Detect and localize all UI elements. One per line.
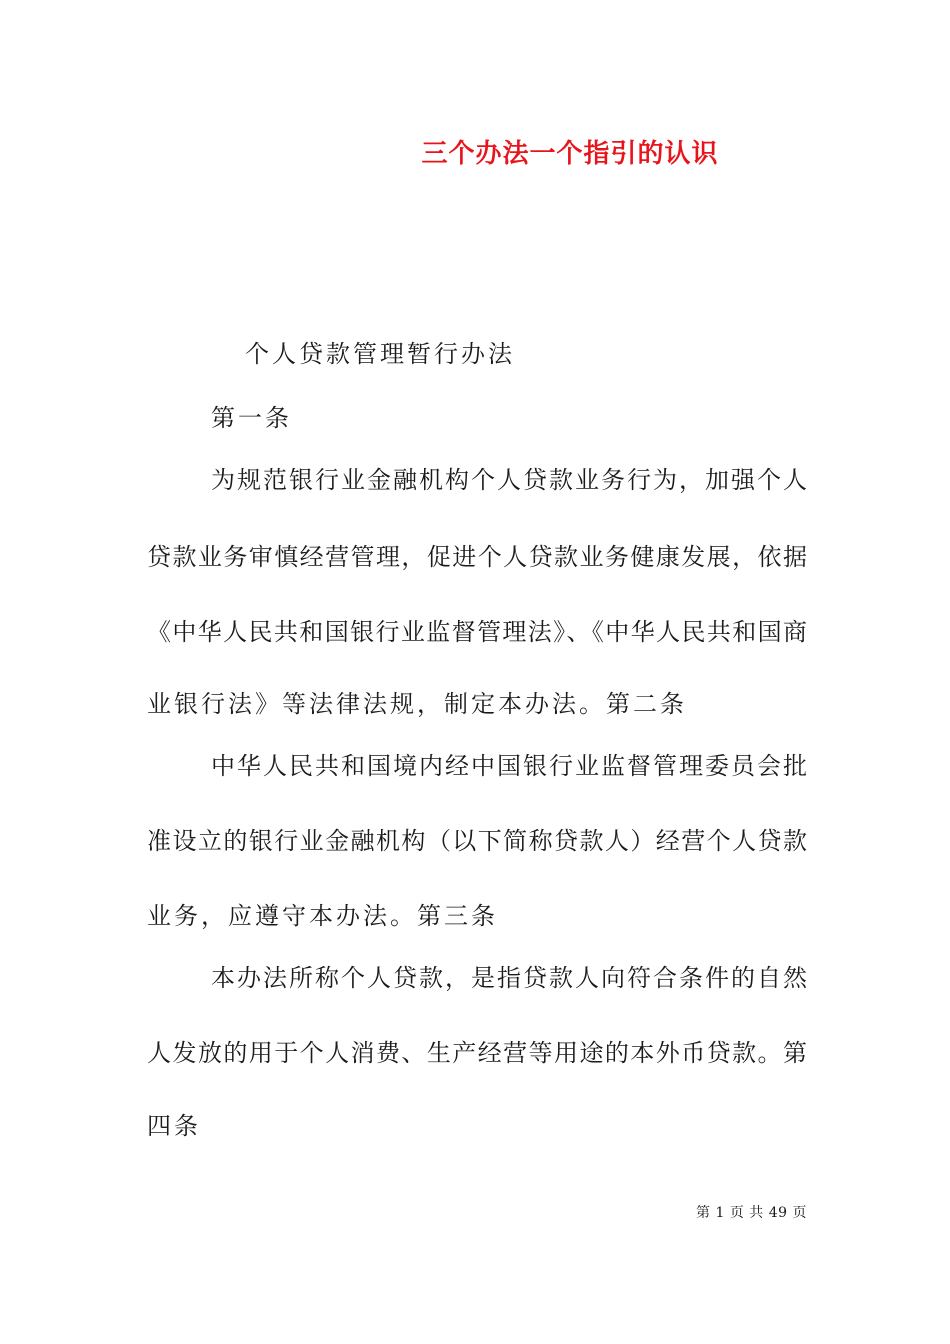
- paragraph-line: 四条: [147, 1112, 201, 1140]
- paragraph-line: 《中华人民共和国银行业监督管理法》、《中华人民共和国商: [147, 618, 807, 646]
- paragraph-line: 业银行法》等法律法规，制定本办法。第二条: [147, 690, 687, 718]
- paragraph-line: 业务，应遵守本办法。第三条: [147, 902, 498, 930]
- regulation-title: 个人贷款管理暂行办法: [245, 340, 515, 368]
- paragraph-line: 本办法所称个人贷款，是指贷款人向符合条件的自然: [211, 964, 807, 992]
- paragraph-line: 中华人民共和国境内经中国银行业监督管理委员会批: [211, 752, 807, 780]
- paragraph-line: 贷款业务审慎经营管理，促进个人贷款业务健康发展，依据: [147, 543, 807, 571]
- paragraph-line: 人发放的用于个人消费、生产经营等用途的本外币贷款。第: [147, 1039, 807, 1067]
- paragraph-line: 为规范银行业金融机构个人贷款业务行为，加强个人: [211, 466, 807, 494]
- paragraph-line: 准设立的银行业金融机构（以下简称贷款人）经营个人贷款: [147, 827, 807, 855]
- article-heading: 第一条: [211, 404, 292, 432]
- page-number: 第 1 页 共 49 页: [696, 1205, 807, 1221]
- document-title: 三个办法一个指引的认识: [421, 139, 719, 169]
